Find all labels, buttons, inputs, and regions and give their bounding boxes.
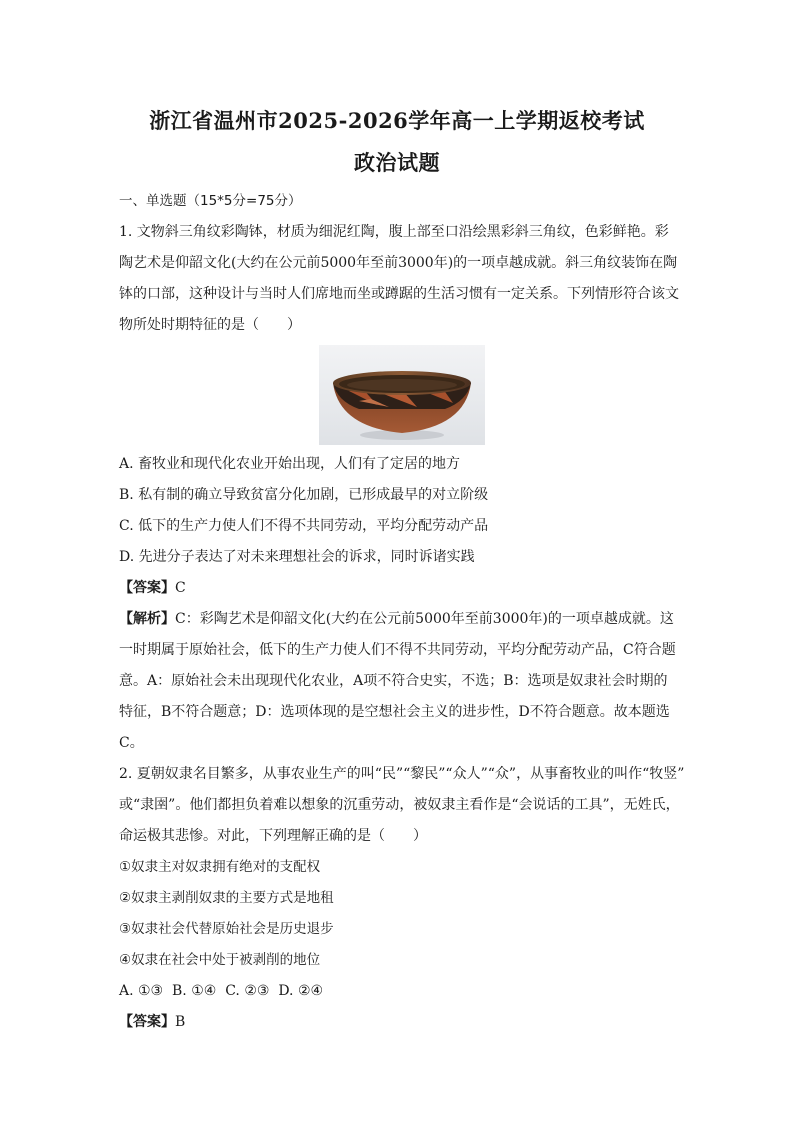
q1-analysis-line xyxy=(119,604,685,635)
answer-label: 【答案】 xyxy=(119,1014,175,1030)
q2-stem-line: 或“隶圉”。他们都担负着难以想象的沉重劳动，被奴隶主看作是“会说话的工具”，无姓氏， xyxy=(119,797,680,813)
q1-analysis-line: 一时期属于原始社会，低下的生产力使人们不得不共同劳动，平均分配劳动产品，C符合题 xyxy=(119,642,676,658)
q1-analysis-line: 意。A：原始社会未出现现代化农业，A项不符合史实，不选；B：选项是奴隶社会时期的 xyxy=(119,673,668,689)
section-heading: 一、单选题（15*5分=75分） xyxy=(119,193,302,209)
q2-item-3: ③奴隶社会代替原始社会是历史退步 xyxy=(119,921,334,937)
question-2 xyxy=(119,759,685,1038)
painted-pottery-bowl-image xyxy=(319,345,485,445)
q1-option-a: A. 畜牧业和现代化农业开始出现，人们有了定居的地方 xyxy=(119,456,461,472)
document-body xyxy=(119,186,685,1038)
q1-option-c: C. 低下的生产力使人们不得不共同劳动，平均分配劳动产品 xyxy=(119,518,489,534)
q1-option-d: D. 先进分子表达了对未来理想社会的诉求，同时诉诸实践 xyxy=(119,549,475,565)
q1-stem-line: 钵的口部，这种设计与当时人们席地而坐或蹲踞的生活习惯有一定关系。下列情形符合该文 xyxy=(119,286,679,302)
question-1 xyxy=(119,217,685,759)
q2-stem-line: 命运极其悲惨。对此，下列理解正确的是（ ） xyxy=(119,828,427,844)
q2-item-2: ②奴隶主剥削奴隶的主要方式是地租 xyxy=(119,890,334,906)
analysis-text: C：彩陶艺术是仰韶文化(大约在公元前5000年至前3000年)的一项卓越成就。这 xyxy=(175,611,674,627)
q2-item-1: ①奴隶主对奴隶拥有绝对的支配权 xyxy=(119,859,321,875)
q1-analysis-line: 特征，B不符合题意；D：选项体现的是空想社会主义的进步性，D不符合题意。故本题选 xyxy=(119,704,670,720)
answer-label: 【答案】 xyxy=(119,580,175,596)
analysis-label: 【解析】 xyxy=(119,611,175,627)
q1-stem-line: 陶艺术是仰韶文化(大约在公元前5000年至前3000年)的一项卓越成就。斜三角纹装饰在陶 xyxy=(119,255,678,271)
q2-answer xyxy=(119,1007,685,1038)
answer-value: B xyxy=(175,1014,186,1030)
q2-options: A. ①③ B. ①④ C. ②③ D. ②④ xyxy=(119,983,324,999)
q1-answer xyxy=(119,573,685,604)
q1-option-b: B. 私有制的确立导致贫富分化加剧，已形成最早的对立阶级 xyxy=(119,487,489,503)
q1-analysis-line: C。 xyxy=(119,735,144,751)
q2-item-4: ④奴隶在社会中处于被剥削的地位 xyxy=(119,952,321,968)
q1-stem-line: 物所处时期特征的是（ ） xyxy=(119,317,301,333)
q2-stem-line: 2. 夏朝奴隶名目繁多，从事农业生产的叫“民”“黎民”“众人”“众”，从事畜牧业的叫作“牧竖” xyxy=(119,766,685,782)
document-subtitle: 政治试题 xyxy=(354,150,440,175)
document-title: 浙江省温州市2025-2026学年高一上学期返校考试 xyxy=(149,108,645,133)
q1-stem-line: 1. 文物斜三角纹彩陶钵，材质为细泥红陶，腹上部至口沿绘黑彩斜三角纹，色彩鲜艳。彩 xyxy=(119,224,669,240)
answer-value: C xyxy=(175,580,186,596)
q1-figure xyxy=(119,345,685,445)
